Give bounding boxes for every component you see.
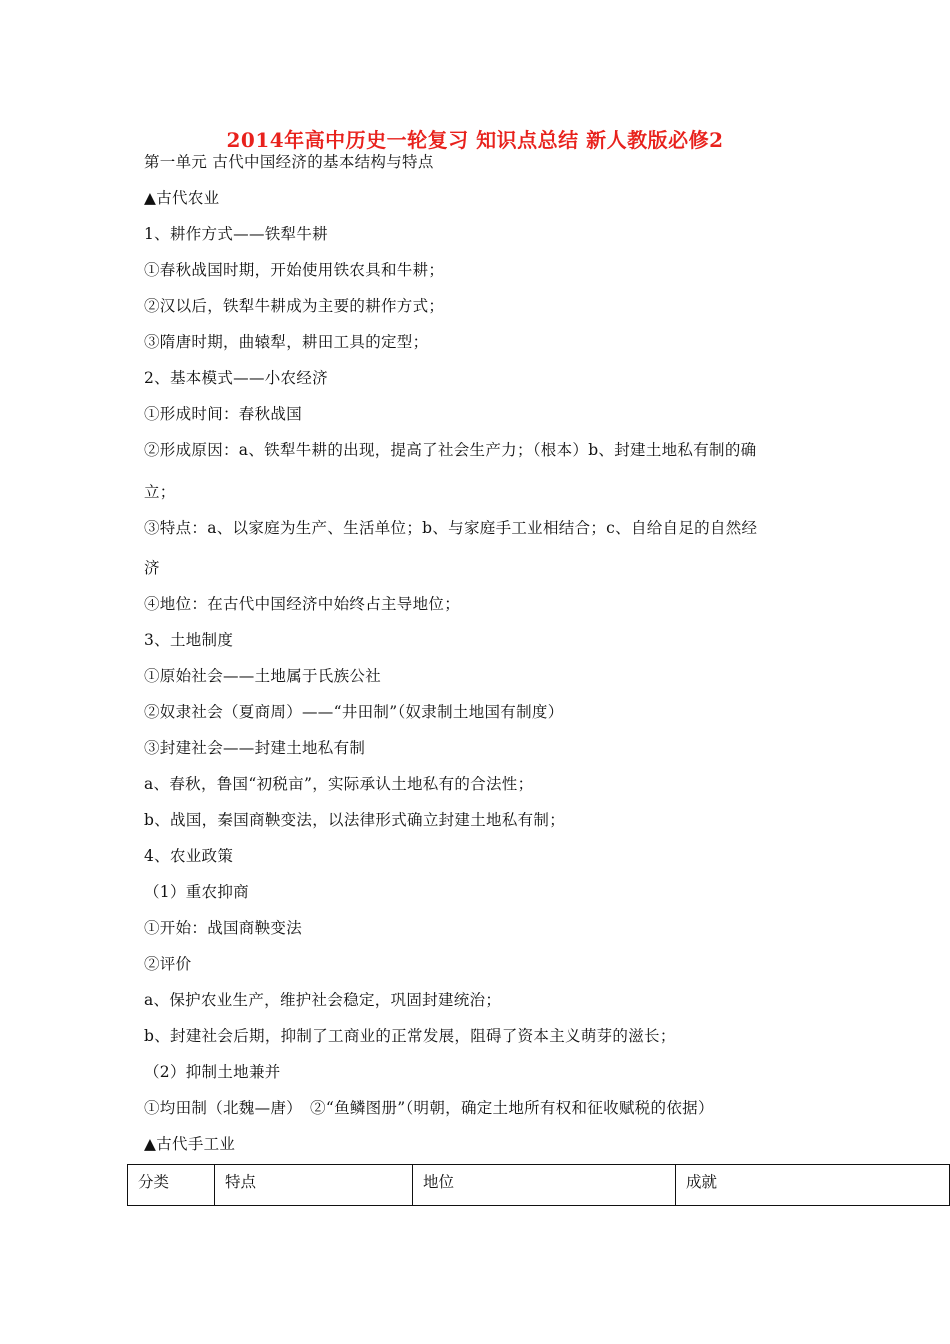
text-line: ①春秋战国时期，开始使用铁农具和牛耕； — [144, 261, 445, 279]
text-line: （1）重农抑商 — [144, 883, 249, 901]
text-line: 3、土地制度 — [144, 631, 234, 649]
text-line: 济 — [144, 559, 160, 577]
text-line: 2、基本模式——小农经济 — [144, 369, 328, 387]
text-line: b、封建社会后期，抑制了工商业的正常发展，阻碍了资本主义萌芽的滋长； — [144, 1027, 676, 1045]
unit-heading: 第一单元 古代中国经济的基本结构与特点 — [144, 153, 434, 171]
table-header-cell: 特点 — [215, 1165, 413, 1206]
text-line: （2）抑制土地兼并 — [144, 1063, 281, 1081]
text-line: ③封建社会——封建土地私有制 — [144, 739, 366, 757]
text-line: 4、农业政策 — [144, 847, 234, 865]
text-line: ②汉以后，铁犁牛耕成为主要的耕作方式； — [144, 297, 445, 315]
section-heading: ▲古代农业 — [144, 189, 220, 207]
text-line: 1、耕作方式——铁犁牛耕 — [144, 225, 328, 243]
table-header-cell: 地位 — [413, 1165, 676, 1206]
text-line: ①均田制（北魏—唐） ②“鱼鳞图册”（明朝，确定土地所有权和征收赋税的依据） — [144, 1099, 714, 1117]
table-header-row — [128, 1165, 950, 1206]
table-header-cell: 分类 — [128, 1165, 215, 1206]
text-line: ③隋唐时期，曲辕犁，耕田工具的定型； — [144, 333, 429, 351]
table-header-cell: 成就 — [676, 1165, 950, 1206]
text-line: ③特点：a、以家庭为生产、生活单位；b、与家庭手工业相结合；c、自给自足的自然经 — [144, 519, 758, 537]
page-title: 2014年高中历史一轮复习 知识点总结 新人教版必修2 — [226, 128, 724, 152]
section-heading: ▲古代手工业 — [144, 1135, 236, 1153]
text-line: ①形成时间：春秋战国 — [144, 405, 303, 423]
handicraft-table — [127, 1164, 950, 1206]
text-line: ②形成原因：a、铁犁牛耕的出现，提高了社会生产力；（根本）b、封建土地私有制的确 — [144, 441, 757, 459]
text-line: 立； — [144, 483, 176, 501]
text-line: a、春秋，鲁国“初税亩”，实际承认土地私有的合法性； — [144, 775, 534, 793]
text-line: a、保护农业生产，维护社会稳定，巩固封建统治； — [144, 991, 502, 1009]
text-line: ①原始社会——土地属于氏族公社 — [144, 667, 382, 685]
text-line: ②奴隶社会（夏商周）——“井田制”（奴隶制土地国有制度） — [144, 703, 564, 721]
text-line: ①开始：战国商鞅变法 — [144, 919, 303, 937]
text-line: b、战国，秦国商鞅变法，以法律形式确立封建土地私有制； — [144, 811, 566, 829]
text-line: ④地位：在古代中国经济中始终占主导地位； — [144, 595, 461, 613]
text-line: ②评价 — [144, 955, 192, 973]
